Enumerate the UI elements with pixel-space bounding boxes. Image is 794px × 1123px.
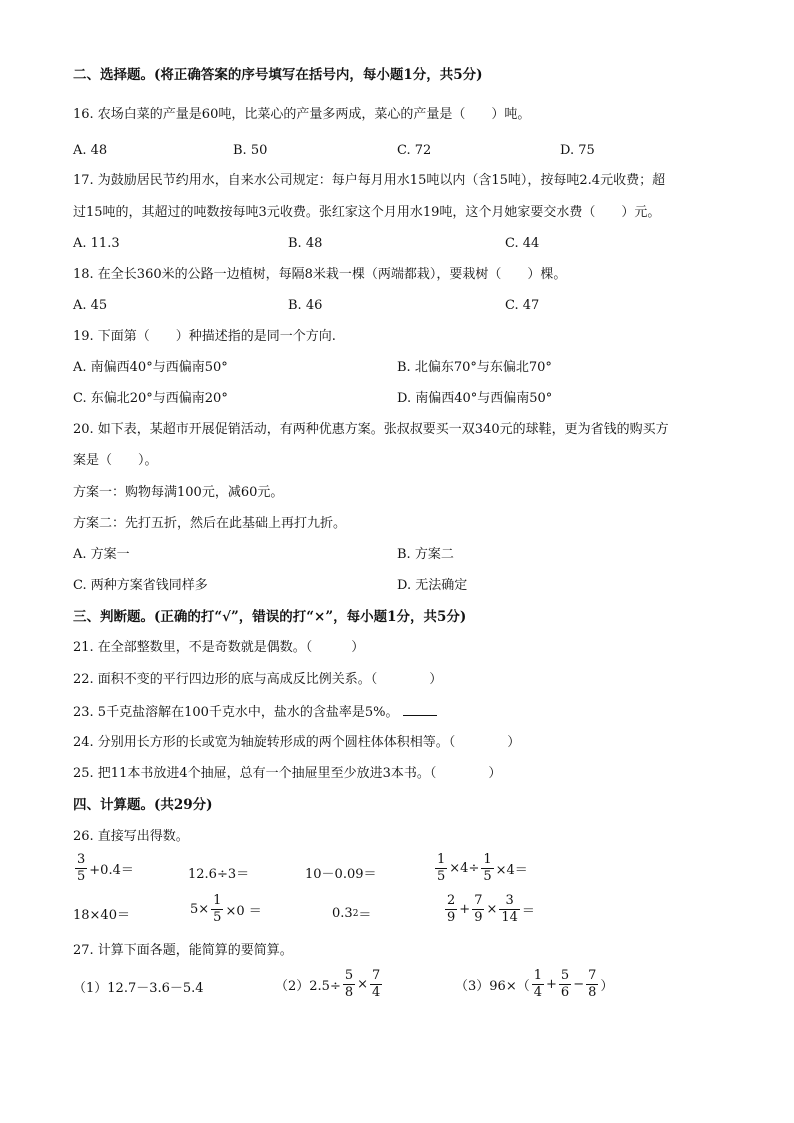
q20-plan2: 方案二：先打五折，然后在此基础上再打九折。 (73, 516, 347, 531)
fraction: $\frac{7}{8}$ (588, 968, 597, 1000)
q17-option-c: C. 44 (505, 236, 540, 251)
q16-option-c: C. 72 (397, 143, 432, 158)
q19-option-b: B. 北偏东70°与东偏北70° (397, 360, 552, 375)
q27-part-1: （1）12.7－3.6－5.4 (73, 981, 204, 996)
fraction: $\frac{2}{9}$ (447, 893, 456, 925)
q19-option-c: C. 东偏北20°与西偏南20° (73, 391, 228, 406)
q20-option-a: A. 方案一 (73, 547, 130, 562)
q20-option-c: C. 两种方案省钱同样多 (73, 578, 208, 593)
q26-expr-6: 5× $\frac{1}{5}$ ×0 ＝ (190, 893, 262, 925)
fraction: $\frac{5}{8}$ (344, 968, 354, 1000)
q21-stem: 21. 在全部整数里，不是奇数就是偶数。（ ） (73, 640, 365, 655)
q16-option-d: D. 75 (560, 143, 595, 158)
q16-stem: 16. 农场白菜的产量是60吨，比菜心的产量多两成，菜心的产量是（ ）吨。 (73, 107, 531, 122)
q16-option-b: B. 50 (233, 143, 268, 158)
q26-stem: 26. 直接写出得数。 (73, 829, 189, 844)
fraction: $\frac{3}{5}$ (77, 852, 86, 884)
section-2-title: 二、选择题。(将正确答案的序号填写在括号内，每小题1分，共5分) (73, 67, 483, 83)
q19-option-d: D. 南偏西40°与西偏南50° (397, 391, 553, 406)
q19-stem: 19. 下面第（ ）种描述指的是同一个方向. (73, 329, 336, 344)
q17-option-a: A. 11.3 (73, 236, 120, 251)
q22-stem: 22. 面积不变的平行四边形的底与高成反比例关系。（ ） (73, 672, 443, 687)
q20-option-d: D. 无法确定 (397, 578, 468, 593)
q18-stem: 18. 在全长360米的公路一边植树，每隔8米栽一棵（两端都栽），要栽树（ ）棵。 (73, 267, 567, 282)
fraction: $\frac{1}{5}$ (437, 852, 446, 884)
q26-expr-4: $\frac{1}{5}$ ×4÷ $\frac{1}{5}$ ×4＝ (437, 852, 528, 884)
q23-text: 23. 5千克盐溶解在100千克水中，盐水的含盐率是5%。 (73, 705, 399, 720)
q27-part-2: （2）2.5÷ $\frac{5}{8}$ × $\frac{7}{4}$ (275, 968, 381, 1000)
q19-option-a: A. 南偏西40°与西偏南50° (73, 360, 228, 375)
q27-part-3: （3）96×（ $\frac{1}{4}$ + $\frac{5}{6}$ − $\frac{7}{8}$ ） (455, 968, 614, 1000)
fraction: $\frac{3}{14}$ (501, 893, 518, 925)
q24-stem: 24. 分别用长方形的长或宽为轴旋转形成的两个圆柱体体积相等。（ ） (73, 735, 521, 750)
q26-expr-5: 18×40＝ (73, 908, 130, 923)
q18-option-b: B. 46 (288, 298, 323, 313)
q20-line1: 20. 如下表，某超市开展促销活动，有两种优惠方案。张叔叔要买一双340元的球鞋，更为省钱的购买方 (73, 422, 669, 437)
q17-line1: 17. 为鼓励居民节约用水，自来水公司规定：每户每月用水15吨以内（含15吨），按每吨2.4元收费；超 (73, 173, 666, 188)
q26-expr-2: 12.6÷3＝ (188, 867, 250, 882)
q18-option-a: A. 45 (73, 298, 108, 313)
q25-stem: 25. 把11本书放进4个抽屉，总有一个抽屉里至少放进3本书。（ ） (73, 766, 502, 781)
q20-line2: 案是（ ）。 (73, 453, 158, 468)
q17-option-b: B. 48 (288, 236, 323, 251)
q16-option-a: A. 48 (73, 143, 108, 158)
fraction: $\frac{1}{5}$ (213, 893, 222, 925)
q26-expr-1: $\frac{3}{5}$ +0.4＝ (77, 852, 134, 884)
q17-line2: 过15吨的，其超过的吨数按每吨3元收费。张红家这个月用水19吨，这个月她家要交水费（ ）元。 (73, 205, 661, 220)
q26-expr-7: 0.3 2 ＝ (332, 906, 372, 923)
q20-option-b: B. 方案二 (397, 547, 454, 562)
q20-plan1: 方案一：购物每满100元，减60元。 (73, 485, 284, 500)
q26-expr-3: 10－0.09＝ (305, 867, 377, 882)
section-4-title: 四、计算题。(共29分) (73, 797, 213, 813)
q23-stem (73, 703, 437, 722)
q27-stem: 27. 计算下面各题，能简算的要简算。 (73, 943, 293, 958)
fraction: $\frac{5}{6}$ (560, 968, 570, 1000)
q23-answer-blank[interactable] (403, 703, 437, 716)
fraction: $\frac{7}{9}$ (474, 893, 483, 925)
fraction: $\frac{7}{4}$ (372, 968, 381, 1000)
section-3-title: 三、判断题。(正确的打“√”，错误的打“×”，每小题1分，共5分) (73, 609, 467, 625)
q26-expr-8: $\frac{2}{9}$ + $\frac{7}{9}$ × $\frac{3}{14}$ ＝ (447, 893, 535, 925)
fraction: $\frac{1}{5}$ (483, 852, 492, 884)
q18-option-c: C. 47 (505, 298, 540, 313)
fraction: $\frac{1}{4}$ (533, 968, 542, 1000)
